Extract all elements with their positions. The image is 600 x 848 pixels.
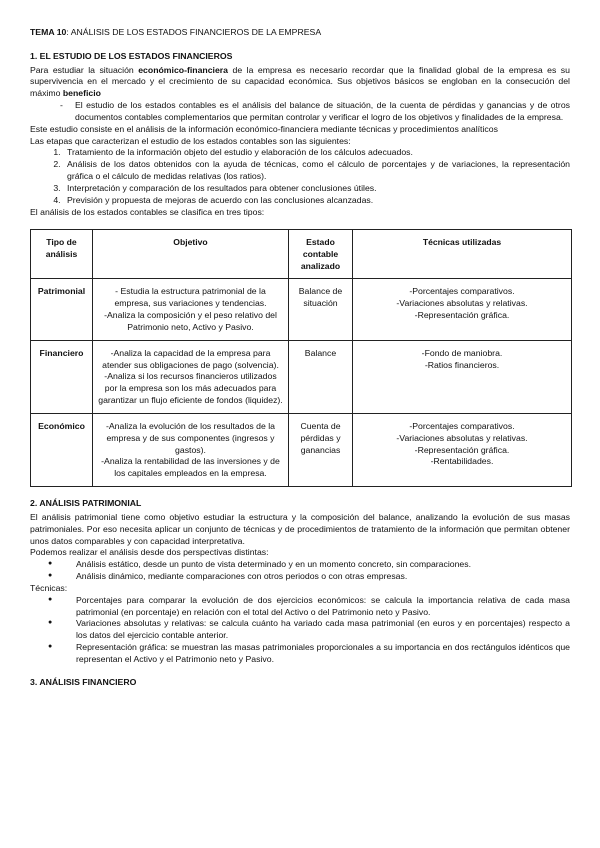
- section-3-heading: 3. ANÁLISIS FINANCIERO: [30, 676, 137, 687]
- section-2-paragraph-2: Podemos realizar el análisis desde dos perspectivas distintas:: [30, 547, 269, 558]
- perspective-item: ● Análisis dinámico, mediante comparaciones con otros periodos o con otras empresas.: [62, 571, 570, 583]
- cell-estado: Balance: [289, 340, 353, 413]
- cell-tecnicas: -Fondo de maniobra. -Ratios financieros.: [353, 340, 572, 413]
- section-1-paragraph-2: Este estudio consiste en el análisis de la información económico-financiera mediante técnicas y procedimientos analíticos: [30, 123, 498, 134]
- cell-tecnicas: -Porcentajes comparativos. -Variaciones absolutas y relativas. -Representación gráfica.: [353, 279, 572, 340]
- stage-item: 2. Análisis de los datos obtenidos con la ayuda de técnicas, como el cálculo de porcentajes y de variaciones, la representación gráfica o el cálculo de medidas relativas (los ratios).: [63, 159, 570, 183]
- section-2-heading: 2. ANÁLISIS PATRIMONIAL: [30, 498, 142, 509]
- technique-item: ● Porcentajes para comparar la evolución de dos ejercicios económicos: se calcula la importancia relativa de cada masa patrimonial (en porcentaje) en relación con el total del Activo o del Patrimonio neto y Pasivo.: [62, 595, 570, 619]
- table-row: [31, 340, 572, 413]
- section-1-paragraph-3: Las etapas que caracterizan el estudio de los estados contables son las siguientes:: [30, 135, 351, 146]
- cell-tecnicas: -Porcentajes comparativos. -Variaciones absolutas y relativas. -Representación gráfica. -Rentabilidades.: [353, 413, 572, 486]
- table-row: [31, 279, 572, 340]
- spacer: [30, 666, 570, 677]
- stage-item: 4. Previsión y propuesta de mejoras de acuerdo con las conclusiones alcanzadas.: [63, 195, 570, 207]
- spacer: [30, 487, 570, 498]
- table-header-row: [31, 230, 572, 279]
- cell-estado: Cuenta de pérdidas y ganancias: [289, 413, 353, 486]
- topic-title: TEMA 10: ANÁLISIS DE LOS ESTADOS FINANCIEROS DE LA EMPRESA: [30, 27, 322, 37]
- header-estado: Estado contable analizado: [289, 230, 353, 279]
- section-1-paragraph-4: El análisis de los estados contables se clasifica en tres tipos:: [30, 206, 265, 217]
- techniques-label: Técnicas:: [30, 582, 68, 593]
- technique-item: ● Variaciones absolutas y relativas: se calcula cuánto ha variado cada masa patrimonial (en euros y en porcentajes) respecto a los datos del ejercicio contable anterior.: [62, 618, 570, 642]
- section-2-paragraph-1: El análisis patrimonial tiene como objetivo estudiar la estructura y la composición del balance, analizando la evolución de sus masas patrimoniales. Por eso necesita aplicar un conjunto de técnicas y de procedimientos de tratamiento de la información que permitan obtener unos datos comparables y con capacidad interpretativa.: [30, 511, 570, 546]
- cell-objetivo: - Estudia la estructura patrimonial de la empresa, sus variaciones y tendencias. -Analiza la composición y el peso relativo del Patrimonio neto, Activo y Pasivo.: [93, 279, 289, 340]
- perspectives-list: [30, 559, 570, 583]
- section-1-heading: 1. EL ESTUDIO DE LOS ESTADOS FINANCIEROS: [30, 50, 233, 61]
- stages-list: [30, 147, 570, 206]
- section-1-dash-list: [30, 100, 570, 124]
- technique-item: ● Representación gráfica: se muestran las masas patrimoniales proporcionales a su importancia en dos rectángulos idénticos que representan el Activo y el Patrimonio neto y Pasivo.: [62, 642, 570, 666]
- techniques-list: [30, 595, 570, 666]
- dash-list-item: - El estudio de los estados contables es el análisis del balance de situación, de la cuenta de pérdidas y ganancias y de otros documentos contables complementarios que permitan controlar y verificar el logro de los objetivos y finalidades de la empresa.: [60, 100, 570, 124]
- table-row: [31, 413, 572, 486]
- stage-item: 3. Interpretación y comparación de los resultados para obtener conclusiones útiles.: [63, 183, 570, 195]
- header-tecnicas: Técnicas utilizadas: [353, 230, 572, 279]
- section-1-intro: Para estudiar la situación económico-financiera de la empresa es necesario recordar que la finalidad global de la empresa es su supervivencia en el mercado y el crecimiento de su capacidad económica. Sus objetivos básicos se engloban en la consecución del máximo beneficio: [30, 64, 570, 99]
- cell-tipo: Patrimonial: [31, 279, 93, 340]
- stage-item: 1. Tratamiento de la información objeto del estudio y elaboración de los cálculos adecuados.: [63, 147, 570, 159]
- cell-tipo: Económico: [31, 413, 93, 486]
- cell-objetivo: -Analiza la capacidad de la empresa para atender sus obligaciones de pago (solvencia). -Analiza si los recursos financieros utilizados por la empresa son los más adecuados para garantizar un flujo eficiente de fondos (liquidez).: [93, 340, 289, 413]
- header-objetivo: Objetivo: [93, 230, 289, 279]
- cell-tipo: Financiero: [31, 340, 93, 413]
- perspective-item: ● Análisis estático, desde un punto de vista determinado y en un momento concreto, sin comparaciones.: [62, 559, 570, 571]
- analysis-types-table: [30, 229, 572, 487]
- cell-estado: Balance de situación: [289, 279, 353, 340]
- header-tipo: Tipo de análisis: [31, 230, 93, 279]
- cell-objetivo: -Analiza la evolución de los resultados de la empresa y de sus componentes (ingresos y gastos). -Analiza la rentabilidad de las inversiones y de los capitales empleados en la empresa.: [93, 413, 289, 486]
